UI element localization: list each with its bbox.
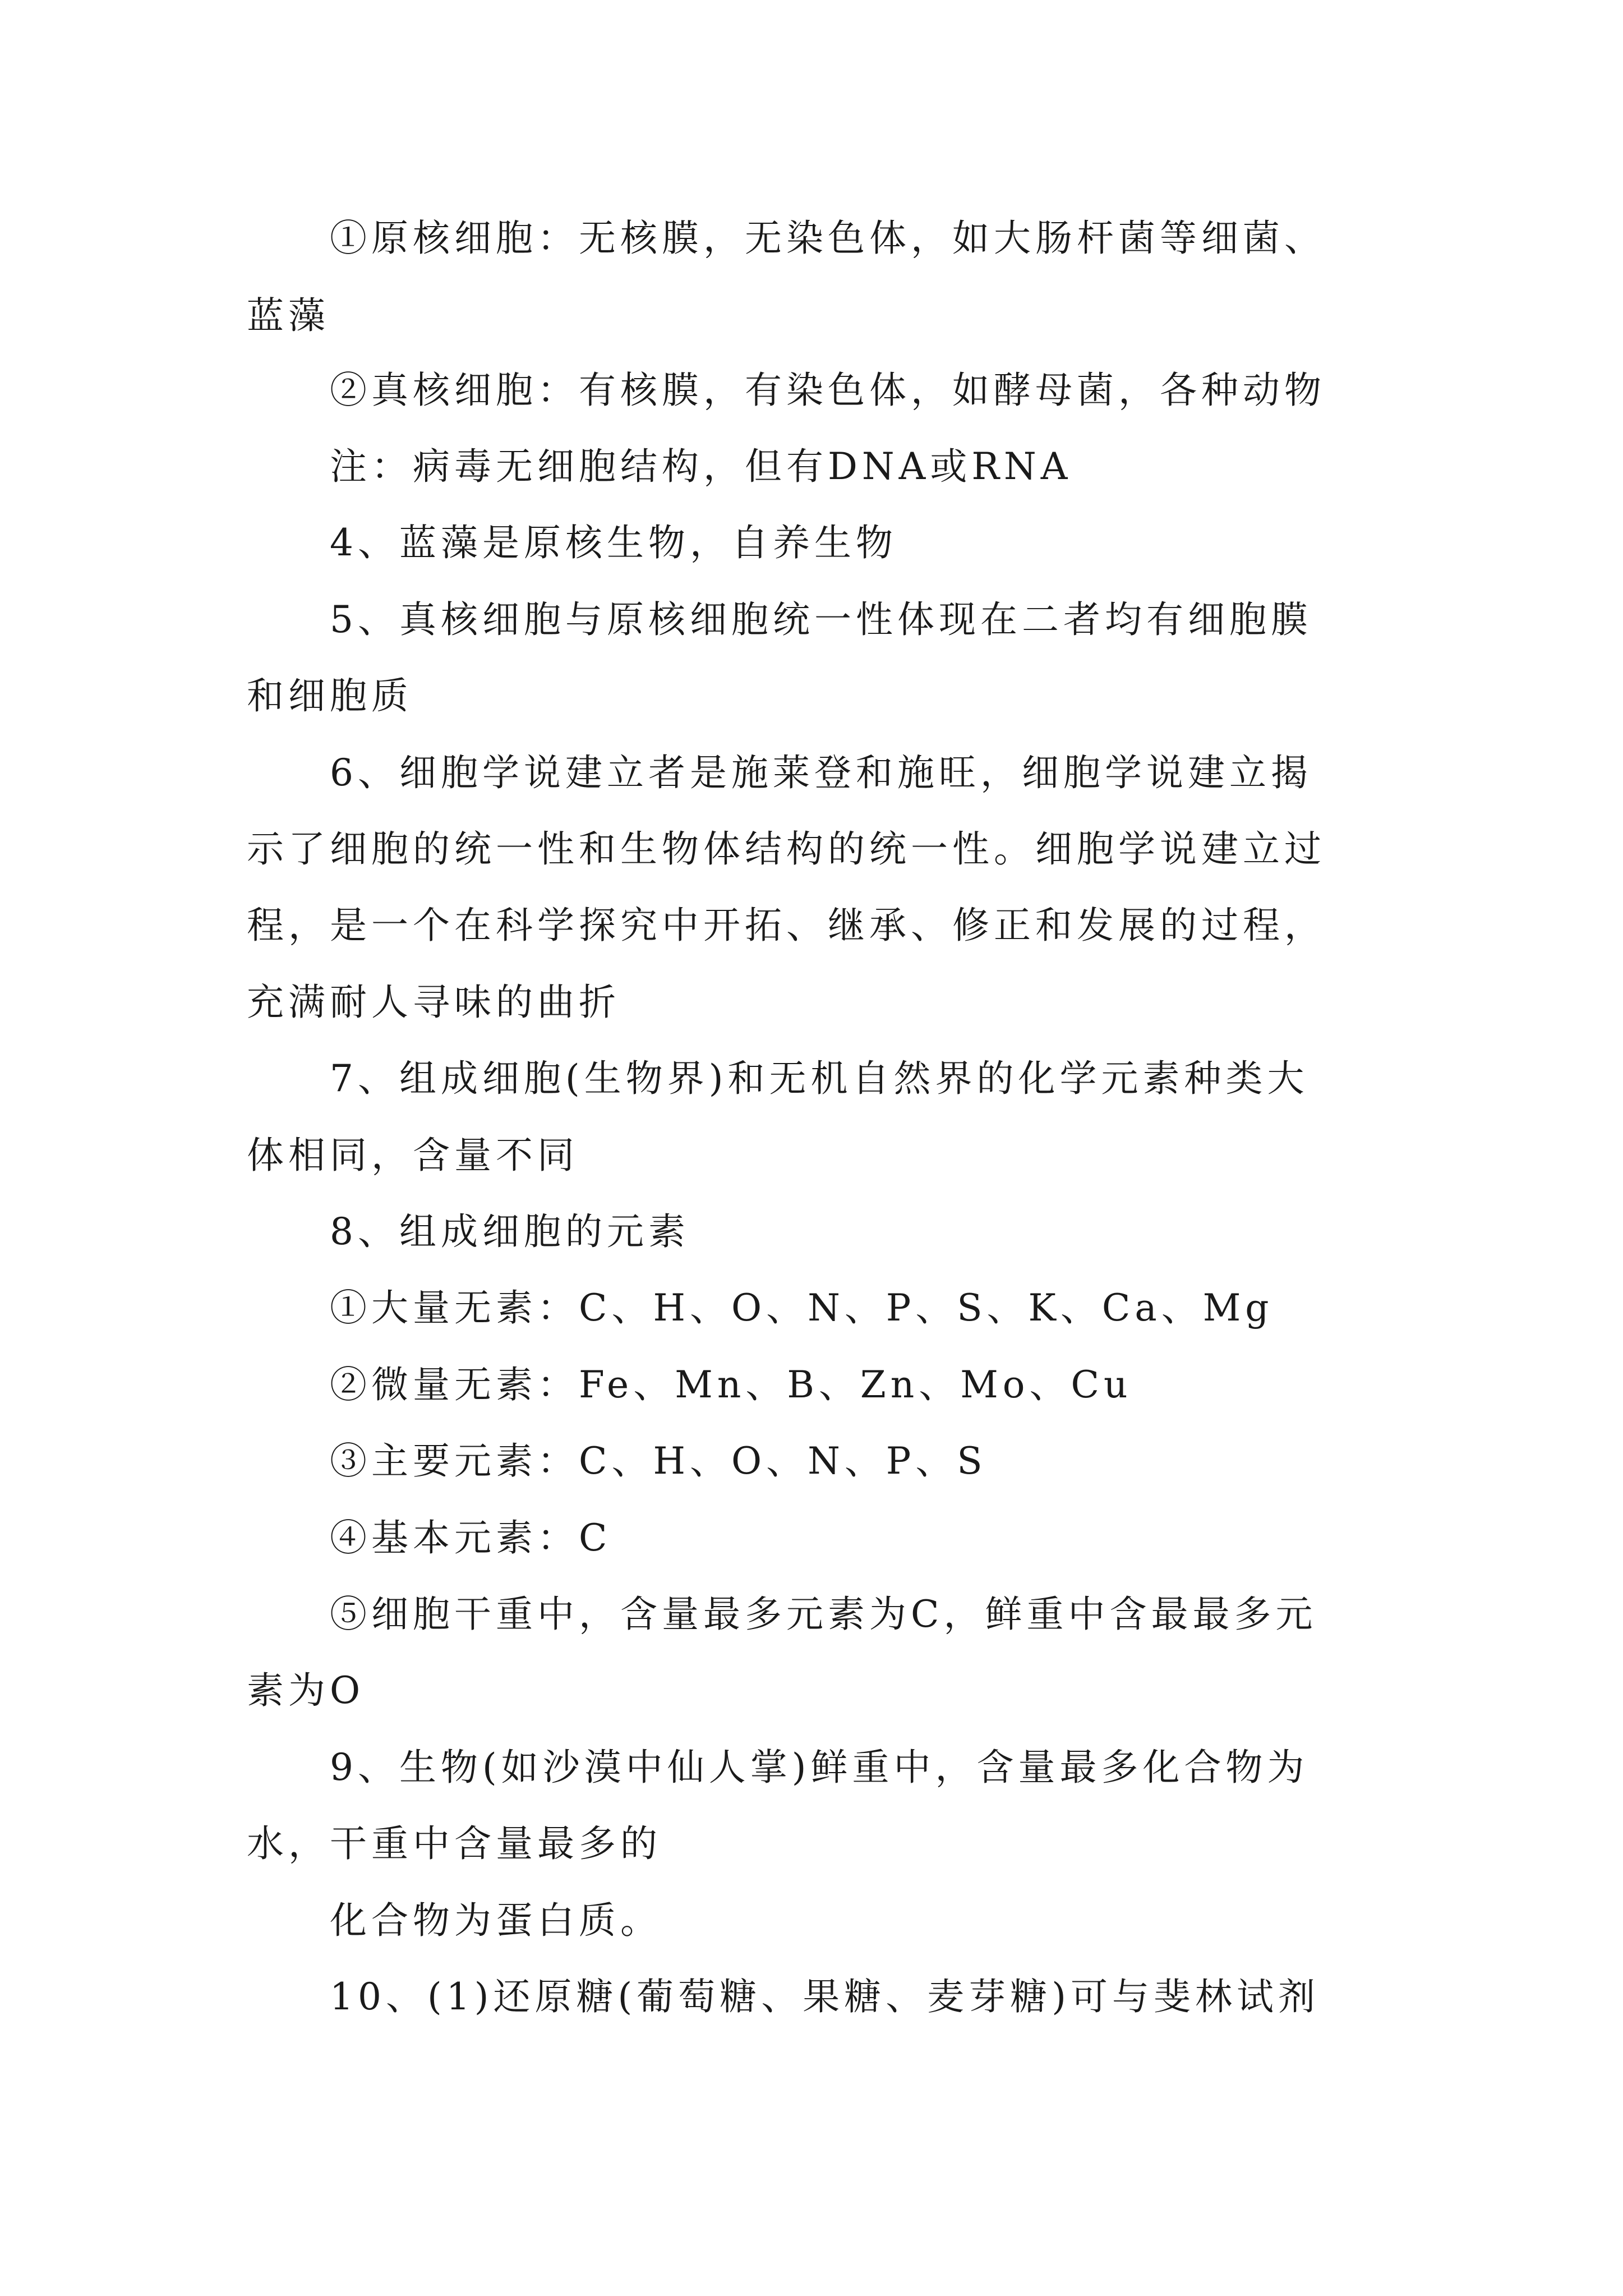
text-line: ④基本元素：C bbox=[330, 1516, 612, 1559]
text-line: 6、细胞学说建立者是施莱登和施旺，细胞学说建立揭 bbox=[330, 751, 1312, 794]
text-line: 素为O bbox=[247, 1669, 365, 1712]
text-line: 7、组成细胞(生物界)和无机自然界的化学元素种类大 bbox=[330, 1057, 1309, 1100]
text-line: 体相同，含量不同 bbox=[247, 1134, 579, 1177]
text-line: 5、真核细胞与原核细胞统一性体现在二者均有细胞膜 bbox=[330, 598, 1312, 641]
text-line: 注：病毒无细胞结构，但有DNA或RNA bbox=[330, 445, 1072, 488]
text-line: 示了细胞的统一性和生物体结构的统一性。细胞学说建立过 bbox=[247, 827, 1326, 871]
text-line: 9、生物(如沙漠中仙人掌)鲜重中，含量最多化合物为 bbox=[330, 1746, 1309, 1789]
text-line: ⑤细胞干重中，含量最多元素为C，鲜重中含最最多元 bbox=[330, 1593, 1317, 1636]
text-line: ②真核细胞：有核膜，有染色体，如酵母菌，各种动物 bbox=[330, 369, 1326, 412]
text-line: 蓝藻 bbox=[247, 294, 330, 337]
text-line: 10、(1)还原糖(葡萄糖、果糖、麦芽糖)可与斐林试剂 bbox=[330, 1975, 1320, 2018]
text-line: 充满耐人寻味的曲折 bbox=[247, 981, 620, 1024]
text-line: 程，是一个在科学探究中开拓、继承、修正和发展的过程， bbox=[247, 904, 1326, 947]
text-line: ①原核细胞：无核膜，无染色体，如大肠杆菌等细菌、 bbox=[330, 217, 1326, 260]
text-line: ②微量无素：Fe、Mn、B、Zn、Mo、Cu bbox=[330, 1363, 1132, 1406]
text-line: ①大量无素：C、H、O、N、P、S、K、Ca、Mg bbox=[330, 1286, 1274, 1329]
text-line: 水，干重中含量最多的 bbox=[247, 1822, 662, 1865]
text-line: 化合物为蛋白质。 bbox=[330, 1899, 662, 1942]
text-line: ③主要元素：C、H、O、N、P、S bbox=[330, 1439, 987, 1483]
text-line: 和细胞质 bbox=[247, 674, 413, 717]
text-line: 4、蓝藻是原核生物，自养生物 bbox=[330, 521, 897, 564]
text-line: 8、组成细胞的元素 bbox=[330, 1210, 690, 1253]
